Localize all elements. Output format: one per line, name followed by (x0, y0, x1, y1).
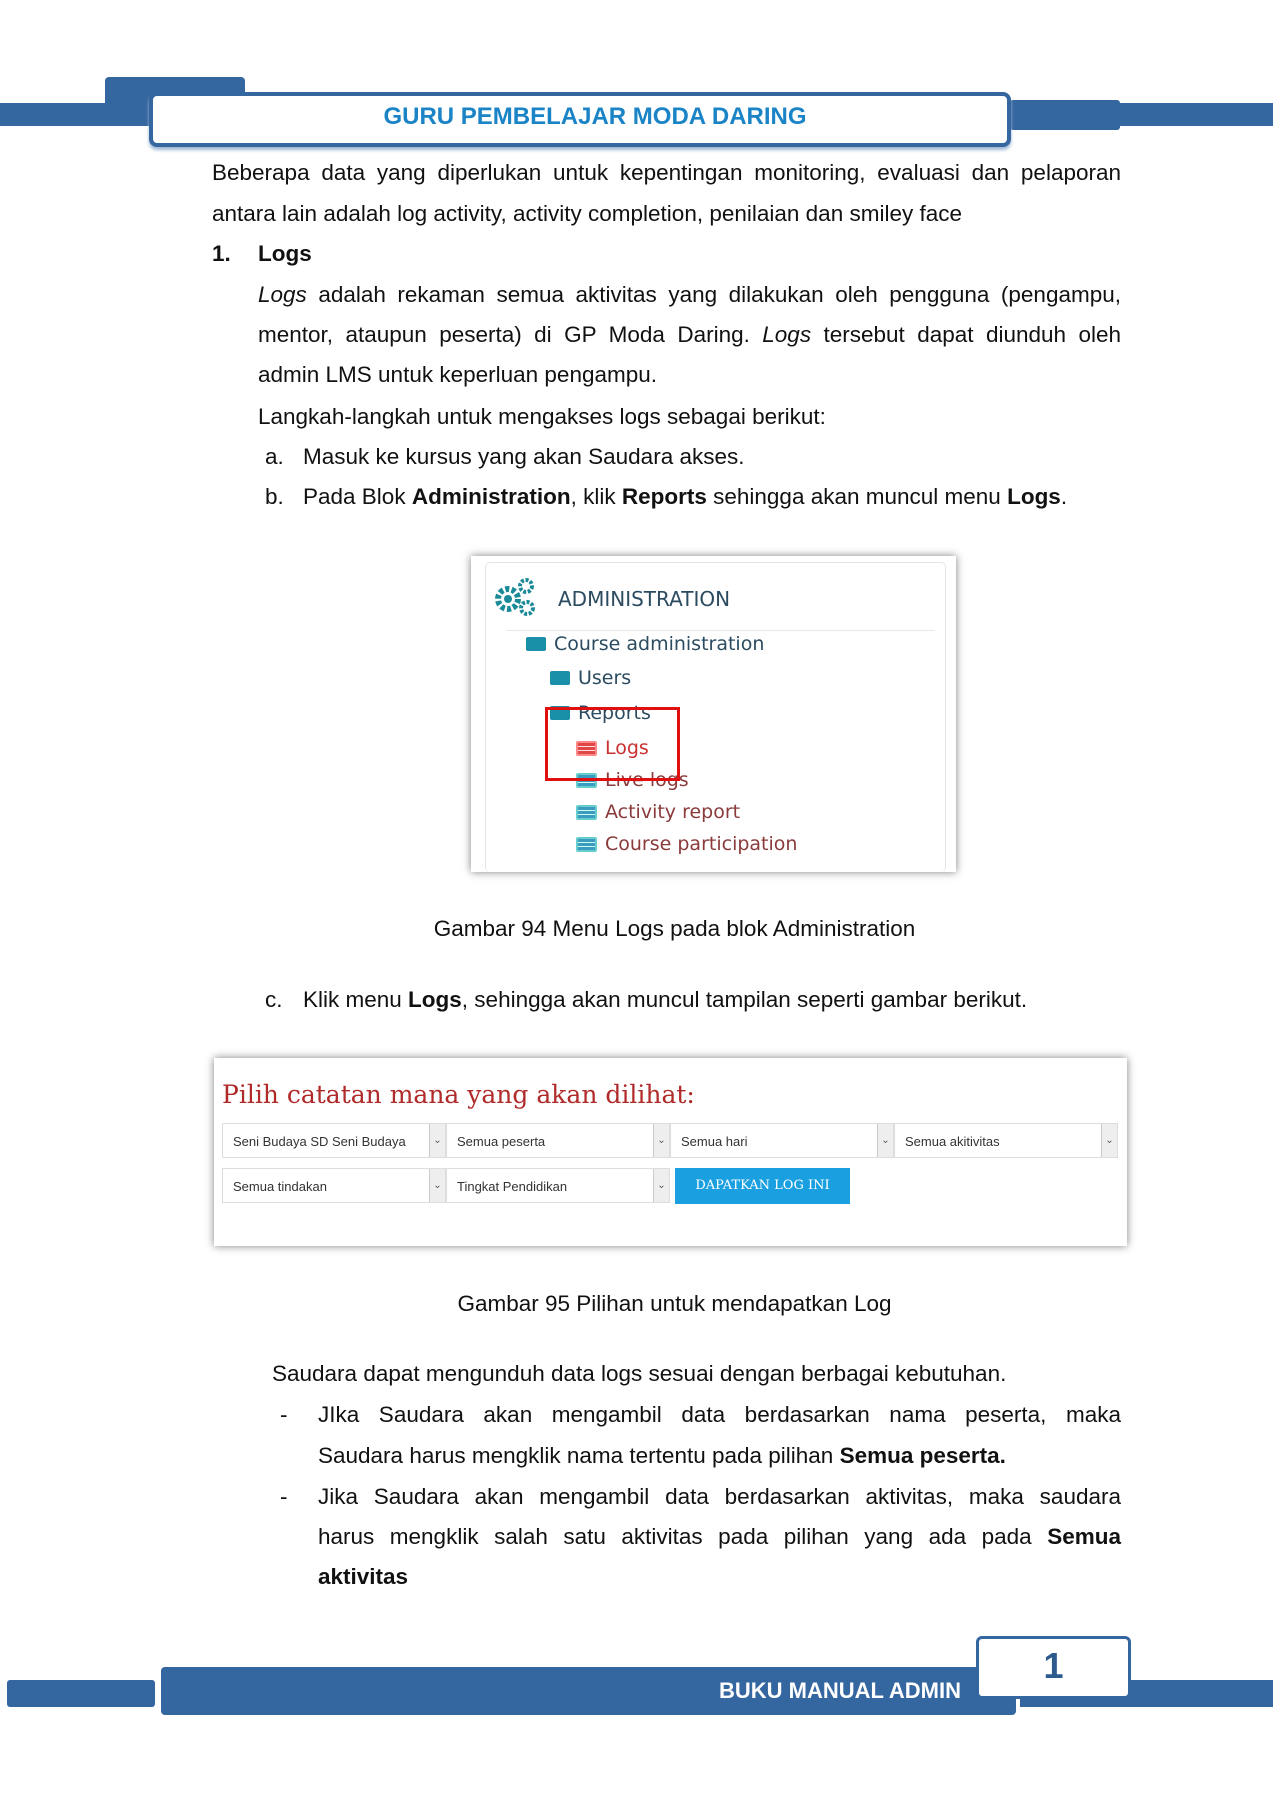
b: Semua peserta. (839, 1443, 1006, 1468)
logs-desc-4: Langkah-langkah untuk mengakses logs sebagai berikut: (258, 404, 826, 429)
b: Administration (411, 484, 571, 509)
report-icon (576, 805, 597, 820)
em: Logs (258, 282, 307, 307)
logs-desc-3: admin LMS untuk keperluan pengampu. (258, 362, 658, 387)
t: , klik (570, 484, 622, 509)
activity-select[interactable] (894, 1123, 1118, 1158)
label: Course participation (605, 833, 798, 855)
closing-paragraph: Saudara dapat mengunduh data logs sesuai dengan berbagai kebutuhan. (272, 1361, 1007, 1386)
tree-item-users[interactable] (550, 667, 631, 689)
bullet-dash: - (280, 1484, 288, 1509)
t: , sehingga akan muncul tampilan seperti gambar berikut. (461, 987, 1028, 1012)
chevron-down-icon: ⌄ (429, 1169, 445, 1202)
t: . (1060, 484, 1068, 509)
chevron-down-icon: ⌄ (653, 1124, 669, 1157)
section-number: 1. (212, 241, 231, 266)
t: Klik menu (303, 987, 409, 1012)
step-b-text (303, 483, 1067, 511)
step-c-text (303, 986, 1027, 1014)
bullet-dash: - (280, 1402, 288, 1427)
header-bar-right (1010, 100, 1120, 130)
chevron-down-icon: ⌄ (877, 1124, 893, 1157)
step-a-text: Masuk ke kursus yang akan Saudara akses. (303, 444, 745, 469)
highlight-box (545, 707, 680, 781)
footer-bar-left (7, 1680, 155, 1707)
action-select[interactable] (222, 1168, 446, 1203)
gears-icon (494, 577, 538, 617)
header-bar-right-end (1115, 103, 1273, 126)
label: Live logs (605, 769, 689, 791)
footer-title: BUKU MANUAL ADMIN (719, 1678, 961, 1703)
label: Logs (605, 737, 649, 759)
log-filter-screenshot (214, 1058, 1127, 1246)
bullet-2-line-3: aktivitas (318, 1564, 409, 1589)
label: Users (578, 667, 632, 689)
administration-block-screenshot (471, 556, 956, 872)
label: Course administration (554, 633, 765, 655)
t: Pada Blok (303, 484, 412, 509)
value: Tingkat Pendidikan (457, 1179, 568, 1194)
education-level-select[interactable] (446, 1168, 670, 1203)
bullet-1-line-2 (318, 1442, 1006, 1470)
administration-block (485, 562, 946, 872)
text: adalah rekaman semua aktivitas yang dilakukan oleh pengguna (pengampu, (306, 282, 1121, 307)
label: Reports (578, 702, 651, 724)
logs-desc-2 (258, 321, 1121, 349)
participant-select[interactable] (446, 1123, 670, 1158)
block-title: ADMINISTRATION (558, 587, 731, 611)
divider (506, 630, 935, 631)
day-select[interactable] (670, 1123, 894, 1158)
b: Semua (1047, 1524, 1121, 1549)
bullet-1-line-1: JIka Saudara akan mengambil data berdasarkan nama peserta, maka (318, 1402, 1121, 1427)
step-c-marker: c. (265, 987, 283, 1012)
bullet-2-line-2 (318, 1523, 1121, 1551)
text: tersebut dapat diunduh oleh (811, 322, 1121, 347)
t: harus mengklik salah satu aktivitas pada pilihan yang ada pada (318, 1524, 1048, 1549)
t: sehingga akan muncul menu (706, 484, 1008, 509)
tree-item-activity-report[interactable] (576, 801, 740, 823)
figure-95-caption: Gambar 95 Pilihan untuk mendapatkan Log (457, 1291, 892, 1316)
em: Logs (762, 322, 812, 347)
section-title: Logs (258, 241, 312, 266)
b: Reports (621, 484, 707, 509)
header-title: GURU PEMBELAJAR MODA DARING (383, 103, 807, 130)
report-icon (576, 837, 597, 852)
bullet-2-line-1: Jika Saudara akan mengambil data berdasarkan aktivitas, maka saudara (318, 1484, 1121, 1509)
tree-item-course-administration[interactable] (526, 633, 764, 655)
folder-icon (550, 671, 570, 685)
tree-item-course-participation[interactable] (576, 833, 797, 855)
logs-desc-1 (258, 281, 1121, 309)
b: Logs (1007, 484, 1061, 509)
value: Semua peserta (457, 1134, 546, 1149)
page-number: 1 (1043, 1645, 1064, 1686)
t: Saudara harus mengklik nama tertentu pada pilihan (318, 1443, 840, 1468)
chevron-down-icon: ⌄ (1101, 1124, 1117, 1157)
log-filter-title: Pilih catatan mana yang akan dilihat: (222, 1080, 695, 1109)
value: Semua hari (681, 1134, 748, 1149)
step-b-marker: b. (265, 484, 284, 509)
chevron-down-icon: ⌄ (429, 1124, 445, 1157)
folder-open-icon (526, 637, 546, 651)
value: Semua tindakan (233, 1179, 327, 1194)
value: Semua akitivitas (905, 1134, 1000, 1149)
course-select[interactable] (222, 1123, 446, 1158)
text: mentor, ataupun peserta) di GP Moda Daring. (258, 322, 763, 347)
label: Activity report (605, 801, 741, 823)
intro-line-1: Beberapa data yang diperlukan untuk kepentingan monitoring, evaluasi dan pelaporan (212, 160, 1121, 185)
b: Logs (408, 987, 462, 1012)
figure-94-caption: Gambar 94 Menu Logs pada blok Administration (433, 916, 916, 941)
get-logs-button[interactable]: DAPATKAN LOG INI (675, 1168, 850, 1204)
chevron-down-icon: ⌄ (653, 1169, 669, 1202)
step-a-marker: a. (265, 444, 284, 469)
intro-line-2: antara lain adalah log activity, activity completion, penilaian dan smiley face (212, 201, 962, 226)
value: Seni Budaya SD Seni Budaya (233, 1134, 406, 1149)
